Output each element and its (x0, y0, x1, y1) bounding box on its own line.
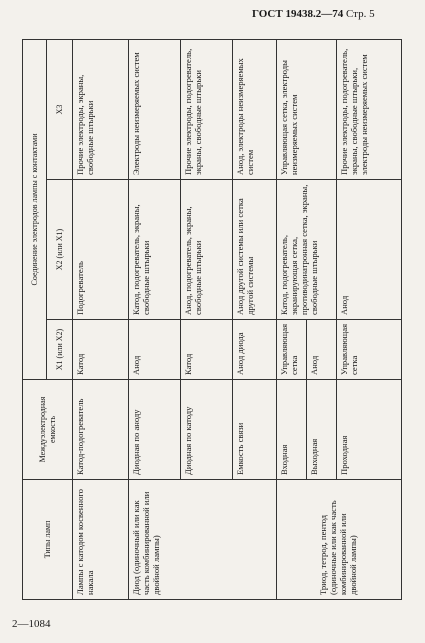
electrode-connection-table (22, 39, 402, 600)
cell-x3: Анод, электроды неизмеряемых систем (233, 39, 277, 179)
cell-x1: Анод (129, 320, 181, 380)
cell-capacitance: Катод-подогреватель (73, 380, 129, 480)
header-x3: X3 (47, 39, 73, 179)
cell-x2: Анод другой системы или сетка другой системы (233, 180, 277, 320)
cell-x1: Катод (73, 320, 129, 380)
table-row (73, 39, 129, 599)
standard-number: ГОСТ 19438.2—74 (252, 8, 344, 20)
cell-x1: Катод (181, 320, 233, 380)
cell-capacitance: Диодная по аноду (129, 380, 181, 480)
cell-x1: Управляющая сетка (277, 320, 307, 380)
cell-capacitance: Выходная (307, 380, 337, 480)
cell-x3: Прочие электроды, подогреватель, экраны, свободные штырьки, электроды неизмеряемых систем (337, 39, 402, 179)
cell-x2: Подогреватель (73, 180, 129, 320)
cell-lamp-type: Триод, тетрод, пентод (одиночные или как часть комбинированной или двойной лампы) (277, 480, 402, 600)
header-lamp-type: Типы ламп (23, 480, 73, 600)
cell-lamp-type: Диод (одиночный или как часть комбинированной или двойной лампы) (129, 480, 277, 600)
cell-x2: Катод, подогреватель, экранирующая сетка, противодинатронная сетка, экраны, свободные штырьки (277, 180, 337, 320)
cell-x2: Анод (337, 180, 402, 320)
page-number: Стр. 5 (345, 8, 375, 20)
cell-x1: Анод (307, 320, 337, 380)
cell-x3: Прочие электроды, экраны, свободные штырьки (73, 39, 129, 179)
cell-x2: Анод, подогреватель, экраны, свободные штырьки (181, 180, 233, 320)
header-x1: X1 (или X2) (47, 320, 73, 380)
cell-capacitance: Емкость связи (233, 380, 277, 480)
cell-x3: Управляющая сетка, электроды неизмеряемых систем (277, 39, 337, 179)
cell-x1: Управляющая сетка (337, 320, 402, 380)
rotated-table-wrapper (22, 40, 402, 600)
header-connection-group: Соединение электродов лампы с контактами (23, 39, 47, 379)
cell-capacitance: Проходная (337, 380, 402, 480)
cell-capacitance: Диодная по катоду (181, 380, 233, 480)
header-capacitance: Междуэлектродная емкость (23, 380, 73, 480)
cell-lamp-type: Лампы с катодом косвенного накала (73, 480, 129, 600)
cell-x2: Катод, подогреватель, экраны, свободные штырьки (129, 180, 181, 320)
cell-x3: Прочие электроды, подогреватель, экраны, свободные штырьки (181, 39, 233, 179)
page-header (252, 8, 375, 20)
table-row (129, 39, 181, 599)
table-row (277, 39, 307, 599)
footer-mark: 2—1084 (12, 618, 51, 630)
cell-capacitance: Входная (277, 380, 307, 480)
cell-x3: Электроды неизмеряемых систем (129, 39, 181, 179)
header-x2: X2 (или X1) (47, 180, 73, 320)
cell-x1: Анод диода (233, 320, 277, 380)
